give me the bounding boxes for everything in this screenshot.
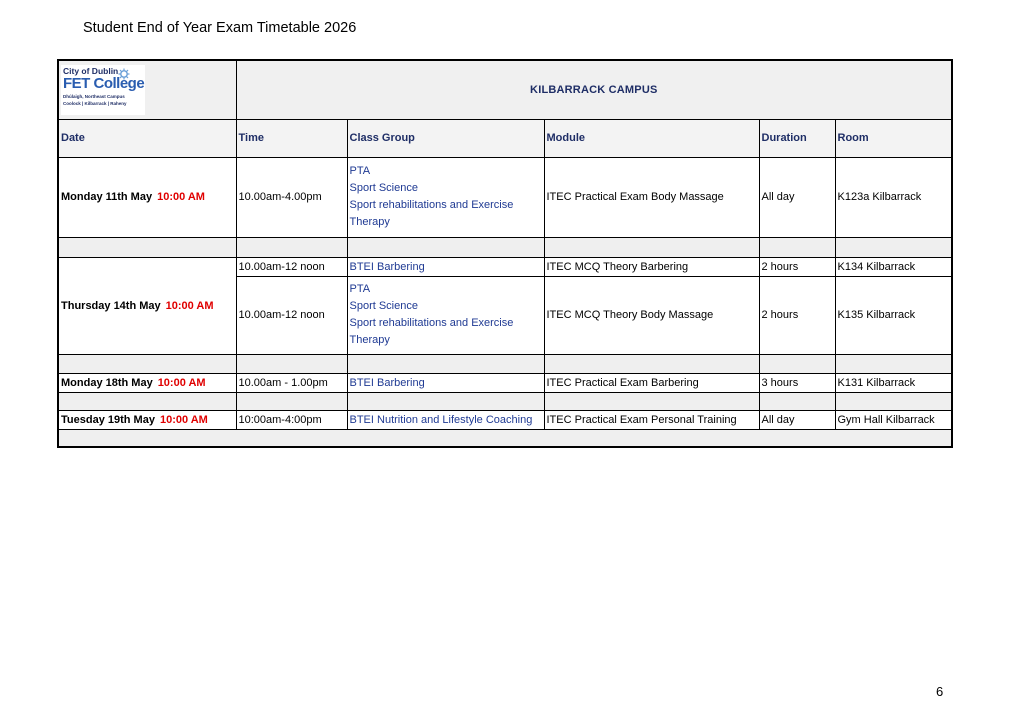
class-group-cell: BTEI Nutrition and Lifestyle Coaching bbox=[347, 410, 544, 429]
table-row bbox=[58, 373, 952, 392]
room-cell: K135 Kilbarrack bbox=[835, 276, 952, 354]
class-group-item: PTA bbox=[349, 283, 371, 295]
date-text: Monday 18th May bbox=[61, 376, 153, 389]
module-cell: ITEC MCQ Theory Barbering bbox=[544, 257, 759, 276]
duration-cell: 2 hours bbox=[759, 276, 835, 354]
room-cell: Gym Hall Kilbarrack bbox=[835, 410, 952, 429]
module-cell: ITEC Practical Exam Body Massage bbox=[544, 157, 759, 237]
class-group-item: Sport Science bbox=[349, 182, 418, 194]
date-cell bbox=[58, 373, 236, 392]
class-group-cell: BTEI Barbering bbox=[347, 373, 544, 392]
class-group-item: Therapy bbox=[349, 216, 390, 228]
class-group-item: Therapy bbox=[349, 334, 390, 346]
page-number: 6 bbox=[936, 684, 944, 699]
logo-line1: City of Dublin bbox=[63, 65, 119, 76]
column-header-duration: Duration bbox=[759, 119, 835, 157]
time-cell: 10:00am-4:00pm bbox=[236, 410, 347, 429]
logo-line4: Coolock | Kilbarrack | Raheny bbox=[63, 100, 127, 106]
table-row bbox=[58, 157, 952, 237]
logo-line3: Dhúlaigh, Northeast Campus bbox=[63, 93, 125, 99]
class-group-item: PTA bbox=[349, 165, 371, 177]
class-group-item: Sport rehabilitations and Exercise bbox=[349, 199, 514, 211]
time-cell: 10.00am - 1.00pm bbox=[236, 373, 347, 392]
column-header-date: Date bbox=[58, 119, 236, 157]
class-group-cell: BTEI Barbering bbox=[347, 257, 544, 276]
spacer-row bbox=[58, 237, 952, 257]
start-time-text: 10:00 AM bbox=[157, 376, 206, 389]
date-text: Monday 11th May bbox=[61, 191, 153, 203]
spacer-row bbox=[58, 392, 952, 410]
duration-cell: 3 hours bbox=[759, 373, 835, 392]
date-cell bbox=[58, 157, 236, 237]
date-text: Thursday 14th May bbox=[61, 299, 161, 312]
column-header-class-group: Class Group bbox=[347, 119, 544, 157]
column-header-row bbox=[58, 119, 952, 157]
column-header-time: Time bbox=[236, 119, 347, 157]
time-cell: 10.00am-12 noon bbox=[236, 276, 347, 354]
duration-cell: All day bbox=[759, 410, 835, 429]
logo-line2: FET College bbox=[63, 74, 145, 92]
campus-title: KILBARRACK CAMPUS bbox=[236, 60, 952, 119]
time-cell: 10.00am-12 noon bbox=[236, 257, 347, 276]
module-cell: ITEC MCQ Theory Body Massage bbox=[544, 276, 759, 354]
class-group-cell bbox=[347, 276, 544, 354]
module-cell: ITEC Practical Exam Personal Training bbox=[544, 410, 759, 429]
table-row bbox=[58, 257, 952, 276]
document-title: Student End of Year Exam Timetable 2026 bbox=[83, 20, 357, 36]
module-cell: ITEC Practical Exam Barbering bbox=[544, 373, 759, 392]
room-cell: K123a Kilbarrack bbox=[835, 157, 952, 237]
class-group-item: Sport rehabilitations and Exercise bbox=[349, 317, 514, 329]
spacer-row bbox=[58, 354, 952, 373]
date-text: Tuesday 19th May bbox=[61, 413, 155, 426]
exam-timetable bbox=[57, 59, 953, 448]
college-logo bbox=[61, 65, 145, 115]
duration-cell: 2 hours bbox=[759, 257, 835, 276]
start-time-text: 10:00 AM bbox=[165, 299, 214, 312]
spacer-row bbox=[58, 429, 952, 447]
logo-cell bbox=[58, 60, 236, 119]
time-cell: 10.00am-4.00pm bbox=[236, 157, 347, 237]
campus-header-row bbox=[58, 60, 952, 119]
start-time-text: 10:00 AM bbox=[157, 191, 205, 203]
class-group-item: Sport Science bbox=[349, 300, 418, 312]
room-cell: K131 Kilbarrack bbox=[835, 373, 952, 392]
column-header-room: Room bbox=[835, 119, 952, 157]
room-cell: K134 Kilbarrack bbox=[835, 257, 952, 276]
duration-cell: All day bbox=[759, 157, 835, 237]
column-header-module: Module bbox=[544, 119, 759, 157]
date-cell bbox=[58, 257, 236, 354]
table-row bbox=[58, 410, 952, 429]
date-cell bbox=[58, 410, 236, 429]
class-group-cell bbox=[347, 157, 544, 237]
start-time-text: 10:00 AM bbox=[159, 413, 208, 426]
